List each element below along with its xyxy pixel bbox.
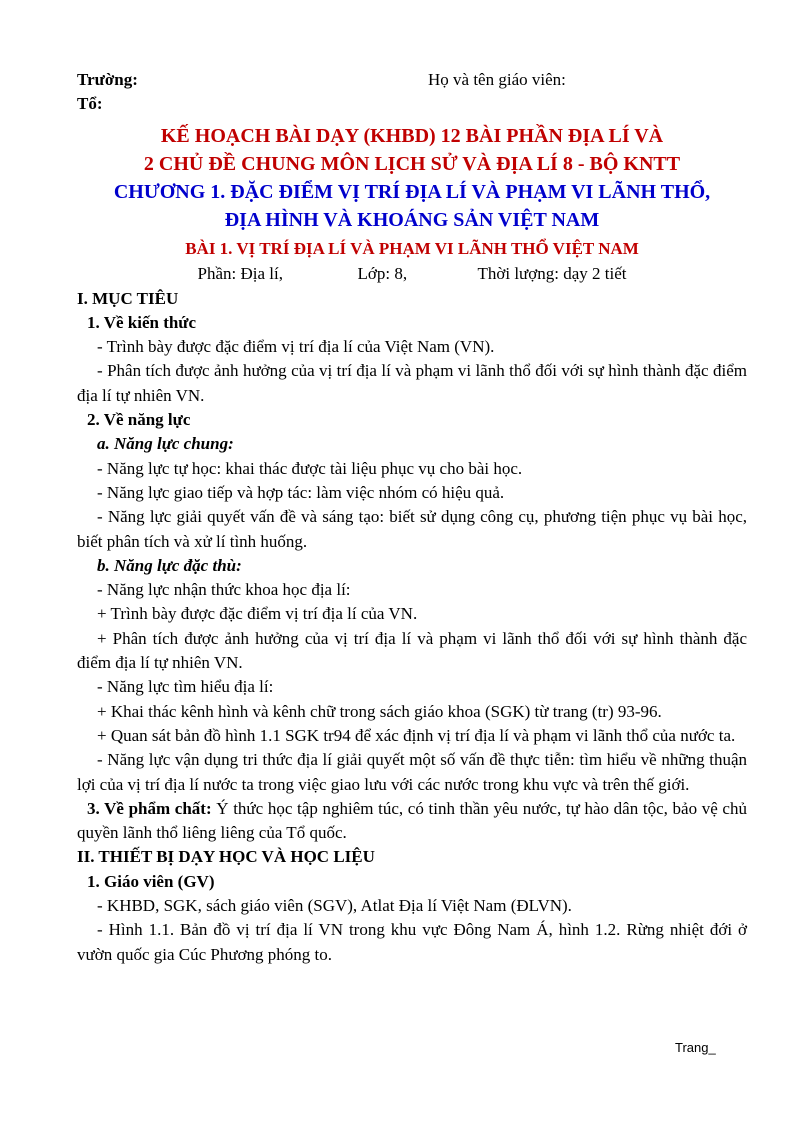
section-1-heading: I. MỤC TIÊU (77, 288, 179, 308)
lesson-meta (77, 262, 747, 286)
teacher-item: - Hình 1.1. Bản đồ vị trí địa lí VN trong khu vực Đông Nam Á, hình 1.2. Rừng nhiệt đới ở vườn quốc gia Cúc Phương phóng to. (77, 920, 747, 964)
specific-item: - Năng lực nhận thức khoa học địa lí: (97, 580, 351, 600)
specific-item: - Năng lực tìm hiểu địa lí: (97, 677, 274, 697)
title-line-1: KẾ HOẠCH BÀI DẠY (KHBD) 12 BÀI PHẦN ĐỊA LÍ VÀ (160, 125, 664, 148)
specific-item: - Năng lực vận dụng tri thức địa lí giải quyết một số vấn đề thực tiễn: tìm hiểu về những thuận lợi của vị trí địa lí nước ta trong việc giao lưu với các nước trong khu vực và trên thế giới. (77, 750, 747, 794)
specific-item: + Trình bày được đặc điểm vị trí địa lí của VN. (97, 604, 418, 624)
section-2-heading: II. THIẾT BỊ DẠY HỌC VÀ HỌC LIỆU (77, 847, 375, 867)
meta-part: Phần: Địa lí, (197, 264, 283, 284)
knowledge-item: - Trình bày được đặc điểm vị trí địa lí của Việt Nam (VN). (97, 337, 495, 357)
lesson-title: BÀI 1. VỊ TRÍ ĐỊA LÍ VÀ PHẠM VI LÃNH THỔ VIỆT NAM (185, 239, 639, 259)
general-item: - Năng lực giao tiếp và hợp tác: làm việc nhóm có hiệu quả. (97, 482, 505, 502)
quality-paragraph (77, 797, 747, 846)
specific-competence-heading: b. Năng lực đặc thù: (97, 555, 242, 575)
knowledge-item: - Phân tích được ảnh hưởng của vị trí địa lí và phạm vi lãnh thổ đối với sự hình thành đặc điểm địa lí tự nhiên VN. (77, 361, 747, 405)
quality-text: Ý thức học tập nghiêm túc, có tinh thần yêu nước, tự hào dân tộc, bảo vệ chủ quyền lãnh thổ liêng liêng của Tổ quốc. (77, 798, 747, 843)
school-label: Trường: (77, 70, 138, 89)
title-line-2: 2 CHỦ ĐỀ CHUNG MÔN LỊCH SỬ VÀ ĐỊA LÍ 8 - BỘ KNTT (143, 153, 681, 176)
teacher-heading: 1. Giáo viên (GV) (87, 871, 215, 891)
general-competence-heading: a. Năng lực chung: (97, 434, 234, 454)
meta-grade: Lớp: 8, (357, 264, 408, 284)
general-item: - Năng lực giải quyết vấn đề và sáng tạo: biết sử dụng công cụ, phương tiện phục vụ bài học, biết phân tích và xử lí tình huống. (77, 507, 747, 551)
group-label: Tổ: (77, 94, 103, 113)
page-footer: Trang_ (675, 1040, 716, 1055)
meta-duration: Thời lượng: dạy 2 tiết (477, 264, 627, 284)
specific-item: + Khai thác kênh hình và kênh chữ trong sách giáo khoa (SGK) từ trang (tr) 93-96. (97, 701, 662, 721)
specific-item: + Quan sát bản đồ hình 1.1 SGK tr94 để xác định vị trí địa lí và phạm vi lãnh thổ của nước ta. (97, 725, 736, 745)
chapter-line-2: ĐỊA HÌNH VÀ KHOÁNG SẢN VIỆT NAM (224, 209, 600, 232)
header-row (77, 68, 747, 92)
specific-item: + Phân tích được ảnh hưởng của vị trí địa lí và phạm vi lãnh thổ đối với sự hình thành đặc điểm địa lí tự nhiên VN. (77, 628, 747, 673)
chapter-line-1: CHƯƠNG 1. ĐẶC ĐIỂM VỊ TRÍ ĐỊA LÍ VÀ PHẠM VI LÃNH THỔ, (113, 181, 711, 204)
general-item: - Năng lực tự học: khai thác được tài liệu phục vụ cho bài học. (97, 458, 523, 478)
quality-heading: 3. Về phẩm chất: (87, 798, 212, 818)
knowledge-heading: 1. Về kiến thức (87, 312, 197, 332)
teacher-label: Họ và tên giáo viên: (428, 70, 566, 89)
document-page (77, 68, 747, 967)
teacher-item: - KHBD, SGK, sách giáo viên (SGV), Atlat Địa lí Việt Nam (ĐLVN). (97, 896, 572, 916)
competence-heading: 2. Về năng lực (87, 410, 191, 430)
